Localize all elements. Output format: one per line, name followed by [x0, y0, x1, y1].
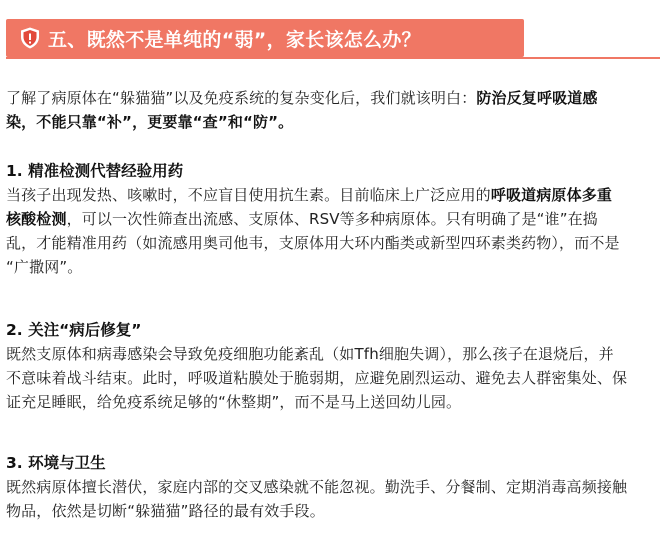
banner-underline	[6, 57, 660, 59]
section-emphasis: 呼吸道病原体多重	[490, 186, 613, 204]
banner-title: 五、既然不是单纯的“弱”，家长该怎么办？	[48, 28, 421, 51]
section-line: 既然支原体和病毒感染会导致免疫细胞功能紊乱（如Tfh细胞失调），那么孩子在退烧后，并	[6, 345, 614, 363]
section-line	[6, 183, 660, 207]
intro-emphasis: 染，不能只靠“补”，更要靠“查”和“防”。	[6, 113, 294, 131]
section-banner	[6, 19, 524, 57]
section-line: 物品，依然是切断“躲猫猫”路径的最有效手段。	[6, 502, 325, 520]
section-line: 不意味着战斗结束。此时，呼吸道粘膜处于脆弱期，应避免剧烈运动、避免去人群密集处、保	[6, 369, 628, 387]
section-text: 当孩子出现发热、咳嗽时，不应盲目使用抗生素。目前临床上广泛应用的	[6, 186, 491, 204]
section-emphasis: 核酸检测	[6, 210, 67, 228]
section-line: 乱，才能精准用药（如流感用奥司他韦，支原体用大环内酯类或新型四环素类药物），而不是	[6, 234, 620, 252]
intro-emphasis: 防治反复呼吸道感	[476, 89, 598, 107]
section-line: 证充足睡眠，给免疫系统足够的“休整期”，而不是马上送回幼儿园。	[6, 393, 462, 411]
section-heading: 2. 关注“病后修复”	[6, 321, 142, 339]
section-line: “广撒网”。	[6, 258, 83, 276]
section-3	[6, 451, 660, 523]
intro-line	[6, 110, 660, 134]
section-line	[6, 207, 660, 231]
section-2	[6, 318, 660, 414]
section-1	[6, 159, 660, 279]
intro-text: 了解了病原体在“躲猫猫”以及免疫系统的复杂变化后，我们就该明白：	[6, 89, 477, 107]
intro-paragraph	[6, 86, 660, 134]
shield-icon	[18, 26, 42, 50]
section-text: ，可以一次性筛查出流感、支原体、RSV等多种病原体。只有明确了是“谁”在捣	[66, 210, 598, 228]
section-heading: 1. 精准检测代替经验用药	[6, 162, 184, 180]
intro-line	[6, 86, 660, 110]
section-heading: 3. 环境与卫生	[6, 454, 106, 472]
section-line: 既然病原体擅长潜伏，家庭内部的交叉感染就不能忽视。勤洗手、分餐制、定期消毒高频接触	[6, 478, 628, 496]
